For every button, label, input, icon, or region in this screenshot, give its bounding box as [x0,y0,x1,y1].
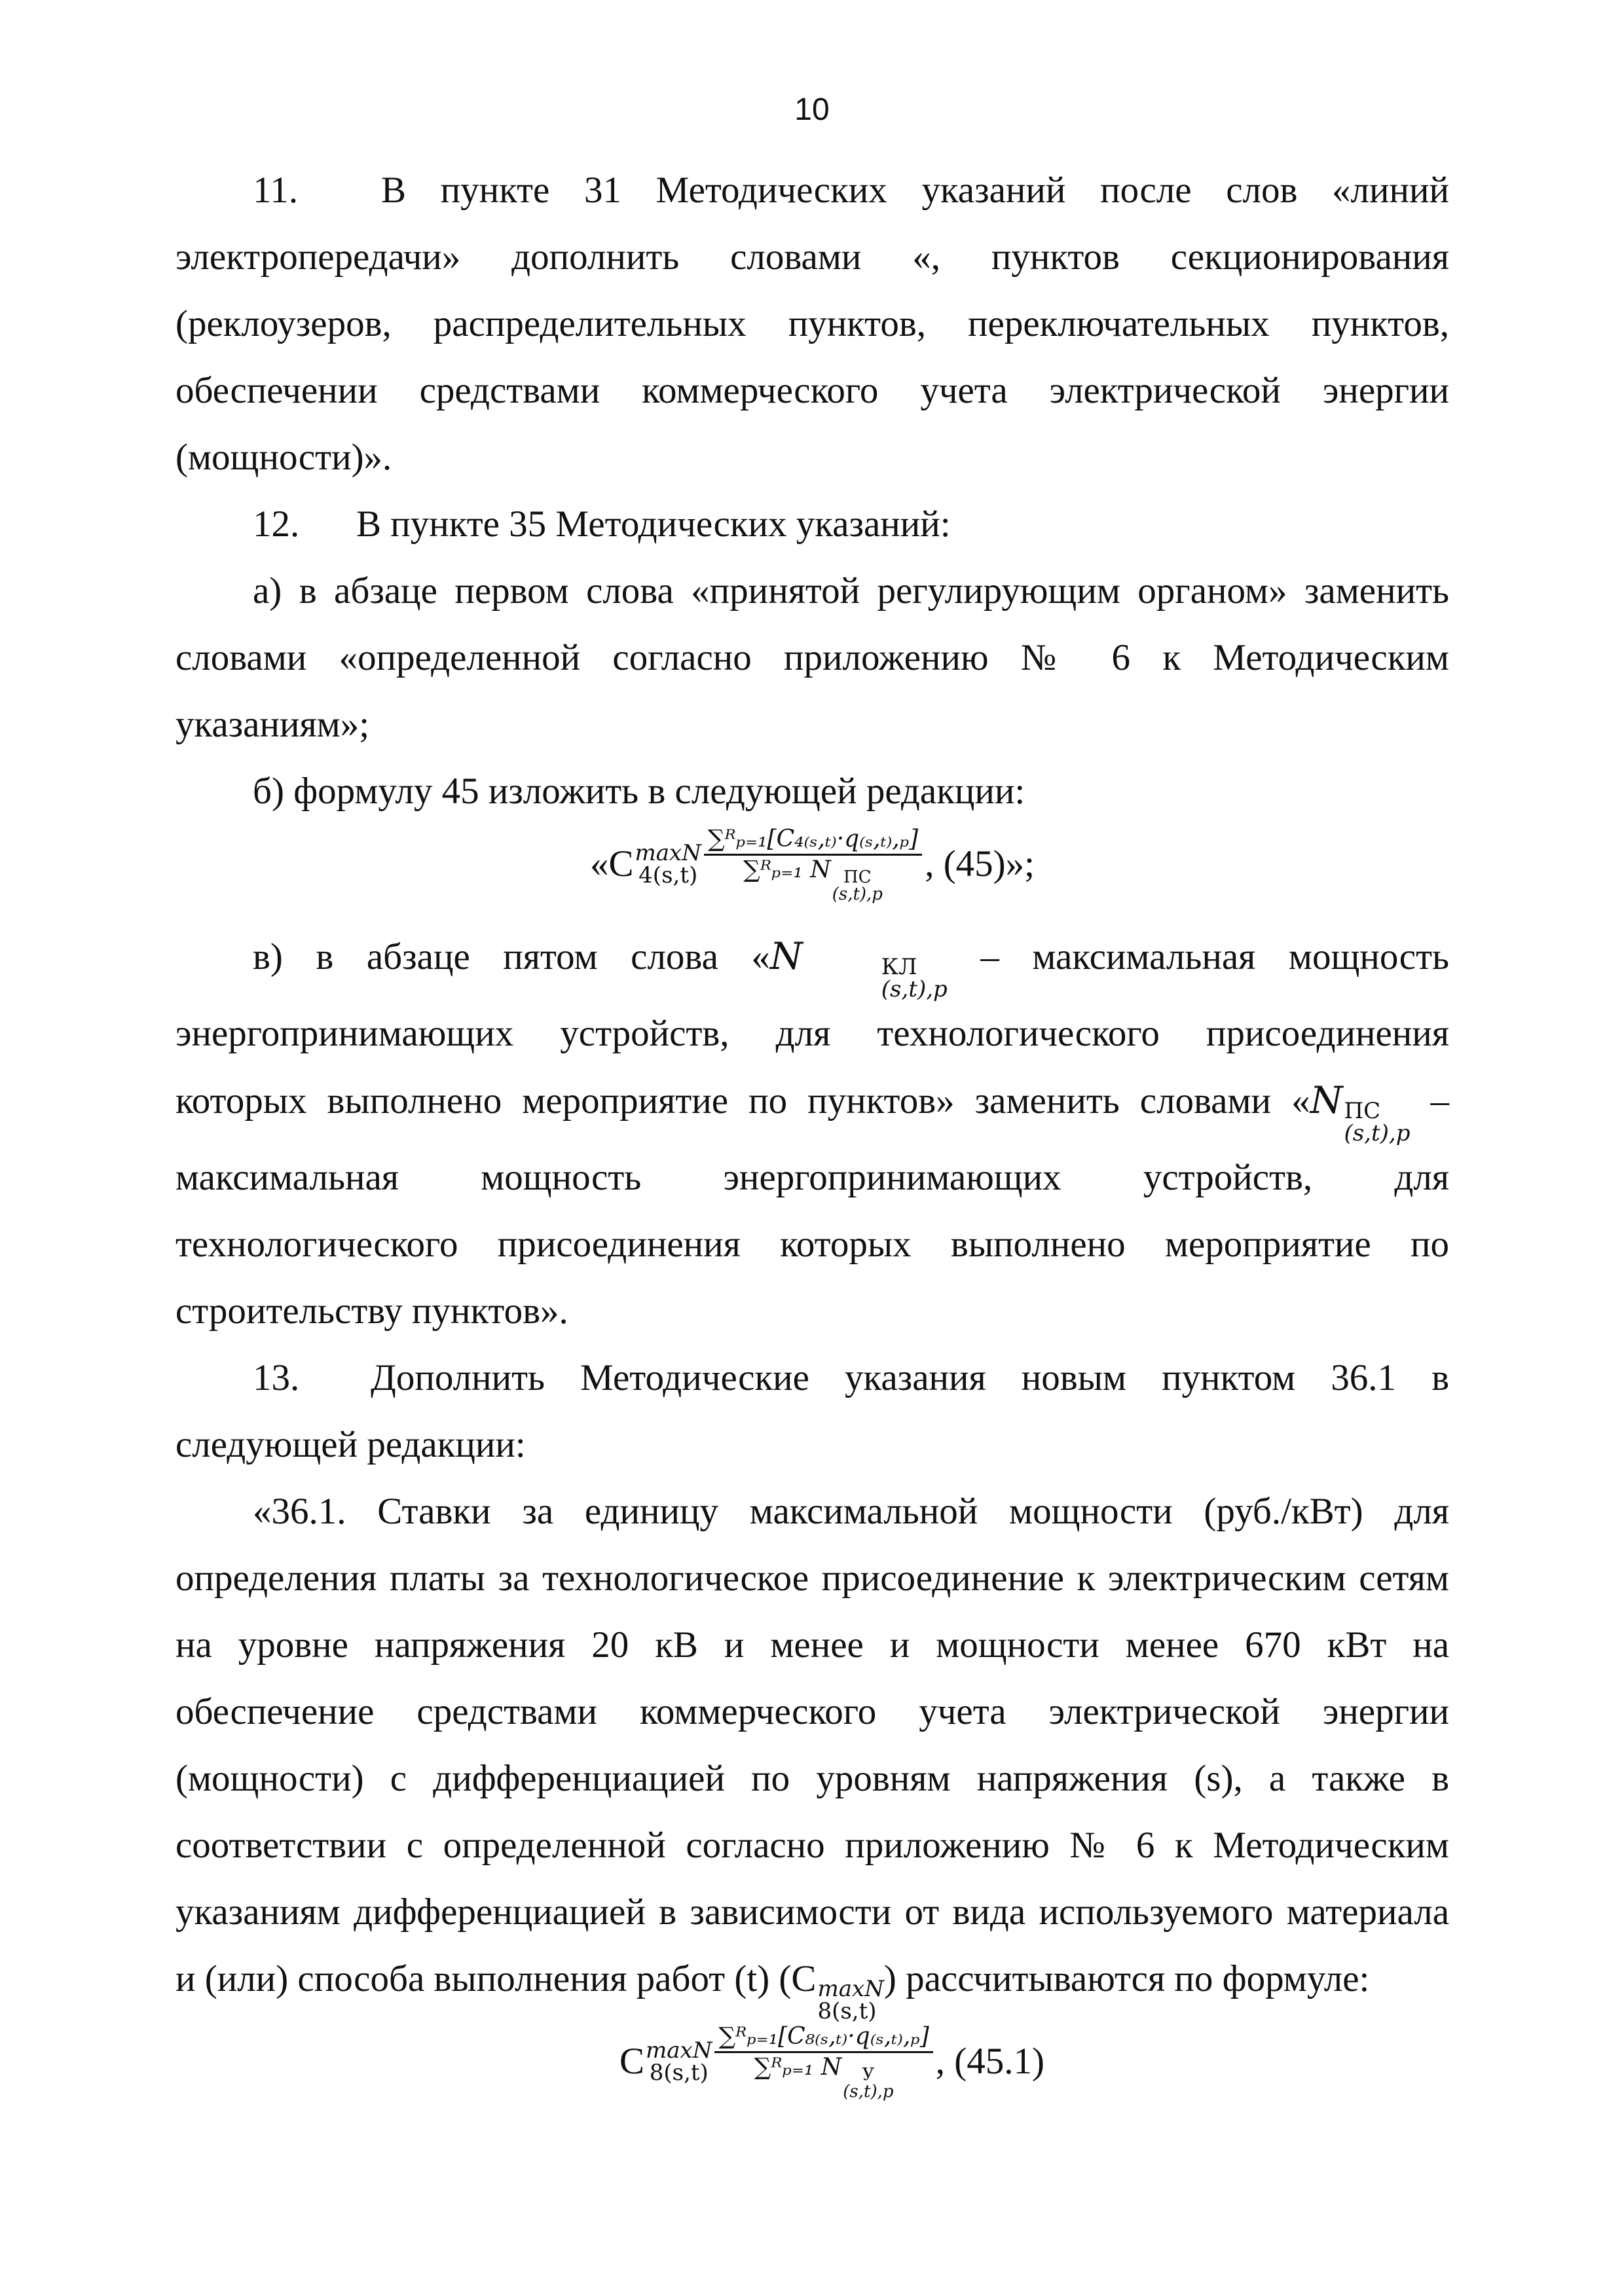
page-number: 10 [794,92,830,127]
item-13-quote-line-7: указаниям дифференциацией в зависимости от вида используемого материала [175,1891,1449,1933]
formula-45-1-tail: , (45.1) [935,2041,1044,2082]
item-12-v-line-2: энергопринимающих устройств, для технологического присоединения [175,1013,1449,1054]
item-11-line-2: электропередачи» дополнить словами «, пунктов секционирования [175,236,1449,278]
formula-45-fraction [704,825,922,903]
item-12-v-line-5: технологического присоединения которых выполнено мероприятие по [175,1224,1449,1265]
item-12-v-line-6: строительству пунктов». [175,1290,568,1332]
item-11-line-3: (реклоузеров, распределительных пунктов, переключательных пунктов, [175,303,1449,344]
item-13-quote-line-1: «36.1. Ставки за единицу максимальной мощности (руб./кВт) для [253,1491,1449,1532]
item-13-quote-line-2: определения платы за технологическое присоединение к электрическим сетям [175,1558,1449,1599]
item-13-quote-line-5: (мощности) с дифференциацией по уровням напряжения (s), а также в [175,1758,1449,1799]
formula-45-denominator: ∑ᴿₚ₌₁ N ПС (s,t),p [743,856,883,904]
item-11-number: 11. [253,170,299,211]
item-12-number: 12. [253,503,300,545]
document-body [175,157,1449,2121]
item-12-b-line: б) формулу 45 изложить в следующей редакции: [253,771,1025,812]
item-13-quote-line-3: на уровне напряжения 20 кВ и менее и мощности менее 670 кВт на [175,1624,1449,1666]
item-11-line-5: (мощности)». [175,437,392,478]
item-13-line-1: 13. Дополнить Методические указания новым пунктом 36.1 в [175,1345,1449,1412]
item-12-a-line-1: а) в абзаце первом слова «принятой регулирующим органом» заменить [253,570,1449,611]
item-12-a-line-3: указаниям»; [175,704,370,745]
item-12-v-line-1: в) в абзаце пятом слова «N КЛ (s,t),p – максимальная мощность [253,935,1449,1002]
formula-45-1-c: C [619,2041,645,2082]
formula-45-1-numerator: ∑ᴿₚ₌₁[C₈₍ₛ,ₜ₎·q₍ₛ,ₜ₎,ₚ] [714,2022,932,2053]
item-12-v-line-4: максимальная мощность энергопринимающих устройств, для [175,1157,1449,1198]
item-12-heading: 12. В пункте 35 Методических указаний: [175,491,1449,558]
formula-45-tail: , (45)»; [925,843,1035,884]
item-13-number: 13. [253,1357,300,1398]
item-12-a-line-2: словами «определенной согласно приложению № 6 к Методическим [175,637,1449,678]
formula-45-c: C [608,843,634,884]
item-12-v-line-3: которых выполнено мероприятие по пунктов» заменить словами «N ПС (s,t),p – [175,1079,1450,1146]
formula-45-1-denominator: ∑ᴿₚ₌₁ N У (s,t),p [754,2054,894,2102]
item-13-quote-line-4: обеспечение средствами коммерческого учета электрической энергии [175,1691,1449,1732]
item-13-quote-line-8: и (или) способа выполнения работ (t) (C maxN 8(s,t) ) рассчитываются по формуле: [175,1958,1370,2024]
item-11-line-4: обеспечении средствами коммерческого учета электрической энергии [175,370,1449,411]
formula-45: « C maxN 4(s,t) ∑ᴿₚ₌₁[C₄₍ₛ,ₜ₎·q₍ₛ,ₜ₎,ₚ] ∑ᴿₚ₌₁ N ПС (s,t),p , (45)»; [589,826,1035,904]
formula-45-1-fraction [714,2022,932,2100]
item-13-line-2: следующей редакции: [175,1424,526,1465]
item-11-line-1: 11. В пункте 31 Методических указаний после слов «линий [175,157,1449,224]
item-13-quote-line-6: соответствии с определенной согласно приложению № 6 к Методическим [175,1825,1449,1866]
formula-45-1: C maxN 8(s,t) ∑ᴿₚ₌₁[C₈₍ₛ,ₜ₎·q₍ₛ,ₜ₎,ₚ] ∑ᴿₚ₌₁ N У (s,t),p , (45.1) [619,2023,1044,2102]
formula-45-numerator: ∑ᴿₚ₌₁[C₄₍ₛ,ₜ₎·q₍ₛ,ₜ₎,ₚ] [704,825,922,856]
